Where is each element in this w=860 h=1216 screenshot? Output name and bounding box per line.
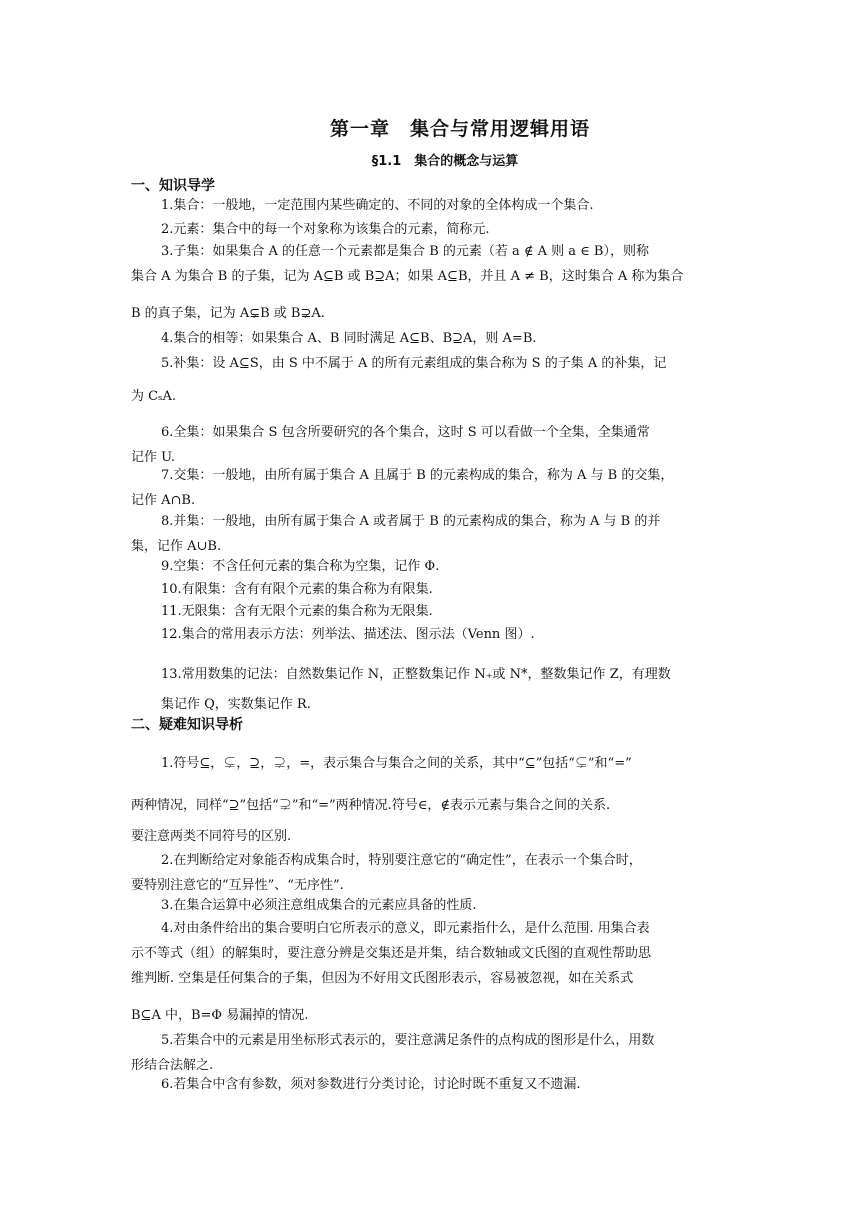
text-line: 7.交集：一般地，由所有属于集合 A 且属于 B 的元素构成的集合，称为 A 与 B 的交集， (161, 468, 674, 483)
difficulty-item (131, 848, 731, 898)
section-heading-knowledge: 一、知识导学 (131, 178, 215, 194)
text-line: B⊆A 中，B=Φ 易漏掉的情况. (131, 1008, 309, 1023)
text-line: 2.在判断给定对象能否构成集合时，特别要注意它的“确定性”，在表示一个集合时， (161, 853, 642, 868)
text-line: 8.并集：一般地，由所有属于集合 A 或者属于 B 的元素构成的集合，称为 A 与 B 的并 (161, 514, 661, 529)
text-line: 维判断. 空集是任何集合的子集，但因为不好用文氏图形表示，容易被忽视，如在关系式 (131, 971, 634, 986)
knowledge-item (131, 351, 731, 409)
text-line: 1.集合：一般地，一定范围内某些确定的、不同的对象的全体构成一个集合. (161, 198, 594, 213)
knowledge-item (131, 554, 731, 579)
text-line: 要注意两类不同符号的区别. (131, 829, 292, 844)
text-line: 记作 A∩B. (131, 493, 196, 508)
text-line: 10.有限集：含有有限个元素的集合称为有限集. (161, 582, 433, 597)
text-line: 集，记作 A∪B. (131, 539, 222, 554)
text-line: 两种情况，同样“⊇”包括“⊋”和“=”两种情况.符号∈，∉表示元素与集合之间的关系. (131, 798, 611, 813)
knowledge-item (131, 660, 731, 720)
text-line: 为 CₛA. (131, 389, 176, 404)
text-line: 9.空集：不含任何元素的集合称为空集，记作 Φ. (161, 559, 440, 574)
text-line: B 的真子集，记为 A⊊B 或 B⊋A. (131, 306, 325, 321)
section-subtitle: §1.1 集合的概念与运算 (371, 154, 519, 169)
knowledge-item (131, 193, 731, 218)
knowledge-item (131, 509, 731, 559)
section-heading-difficulties: 二、疑难知识导析 (131, 717, 243, 733)
text-line: 集记作 Q，实数集记作 R. (161, 697, 311, 712)
text-line: 11.无限集：含有无限个元素的集合称为无限集. (161, 604, 433, 619)
text-line: 记作 U. (131, 450, 176, 465)
text-line: 3.在集合运算中必须注意组成集合的元素应具备的性质. (161, 898, 477, 913)
text-line: 示不等式（组）的解集时，要注意分辨是交集还是并集，结合数轴或文氏图的直观性帮助思 (131, 946, 652, 961)
knowledge-item (131, 599, 731, 624)
difficulty-item (131, 1028, 731, 1078)
text-line: 2.元素：集合中的每一个对象称为该集合的元素，简称元. (161, 222, 490, 237)
text-line: 6.若集合中含有参数，须对参数进行分类讨论，讨论时既不重复又不遗漏. (161, 1077, 581, 1092)
text-line: 1.符号⊆，⊊，⊇，⊋，=，表示集合与集合之间的关系，其中“⊆”包括“⊊”和“=” (161, 756, 632, 771)
difficulty-item (131, 747, 731, 851)
text-line: 形结合法解之. (131, 1058, 214, 1073)
knowledge-item (131, 622, 731, 647)
difficulty-item (131, 916, 731, 1028)
difficulty-item (131, 893, 731, 918)
text-line: 集合 A 为集合 B 的子集，记为 A⊆B 或 B⊇A；如果 A⊆B，并且 A ≠ B，这时集合 A 称为集合 (131, 269, 684, 284)
text-line: 5.补集：设 A⊆S，由 S 中不属于 A 的所有元素组成的集合称为 S 的子集 A 的补集，记 (161, 356, 667, 371)
knowledge-item (131, 239, 731, 326)
text-line: 5.若集合中的元素是用坐标形式表示的，要注意满足条件的点构成的图形是什么，用数 (161, 1033, 655, 1048)
text-line: 13.常用数集的记法：自然数集记作 N，正整数集记作 N₊或 N*，整数集记作 Z，有理数 (161, 667, 671, 682)
knowledge-item (131, 326, 731, 351)
text-line: 12.集合的常用表示方法：列举法、描述法、图示法（Venn 图）. (161, 627, 535, 642)
text-line: 要特别注意它的“互异性”、“无序性”. (131, 878, 344, 893)
text-line: 4.集合的相等：如果集合 A、B 同时满足 A⊆B、B⊇A，则 A=B. (161, 331, 537, 346)
text-line: 6.全集：如果集合 S 包含所要研究的各个集合，这时 S 可以看做一个全集，全集通常 (161, 425, 650, 440)
difficulty-item (131, 1072, 731, 1097)
chapter-title: 第一章 集合与常用逻辑用语 (329, 118, 590, 140)
knowledge-item (131, 463, 731, 513)
text-line: 3.子集：如果集合 A 的任意一个元素都是集合 B 的元素（若 a ∉ A 则 a ∈ B），则称 (161, 244, 649, 259)
text-line: 4.对由条件给出的集合要明白它所表示的意义，即元素指什么，是什么范围. 用集合表 (161, 921, 650, 936)
